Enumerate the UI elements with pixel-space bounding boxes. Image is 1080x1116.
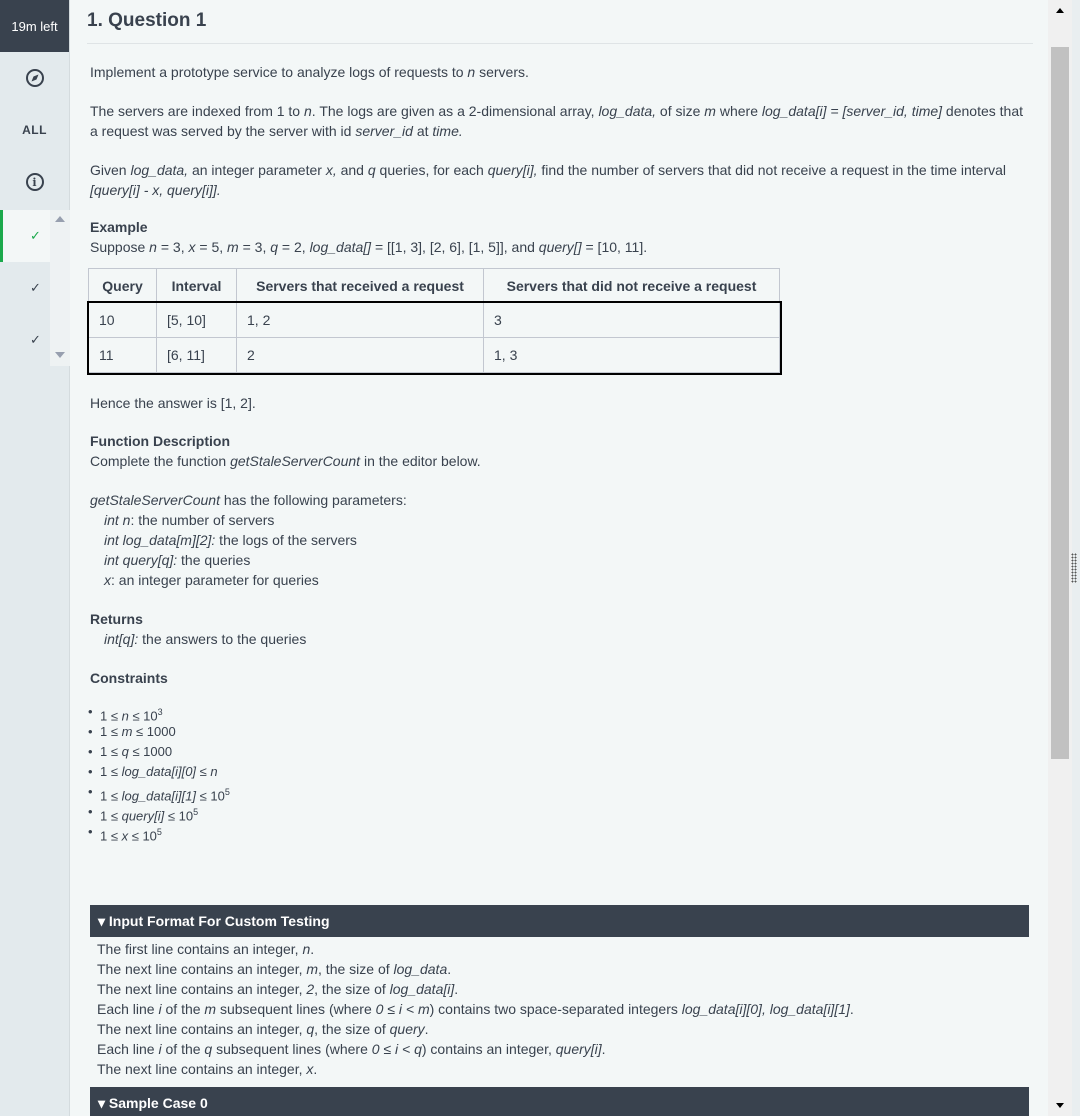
scrollbar-thumb[interactable] (1051, 47, 1069, 759)
table-cell: [6, 11] (157, 338, 237, 373)
check-icon: ✓ (30, 332, 41, 347)
hide-panel-button[interactable] (0, 52, 69, 104)
scroll-up-icon[interactable] (1056, 8, 1064, 13)
table-row (89, 303, 780, 338)
question-list-scrollbar[interactable] (50, 210, 70, 366)
input-format-body (97, 939, 854, 1079)
compass-icon (25, 68, 45, 88)
parameter-item: int n: the number of servers (104, 512, 275, 528)
intro-paragraph: Implement a prototype service to analyze logs of requests to n servers. (90, 64, 529, 80)
question-item-3[interactable] (0, 314, 50, 366)
input-format-line: The next line contains an integer, q, the size of query. (97, 1021, 429, 1037)
table-cell: 11 (89, 338, 157, 373)
scroll-down-icon[interactable] (55, 352, 65, 358)
input-format-line: The next line contains an integer, 2, the size of log_data[i]. (97, 981, 459, 997)
constraints-heading: Constraints (90, 670, 168, 686)
example-heading: Example (90, 219, 148, 235)
function-description-heading: Function Description (90, 433, 230, 449)
parameter-item: x: an integer parameter for queries (104, 572, 319, 588)
question-item-2[interactable] (0, 262, 50, 314)
table-row (89, 338, 780, 373)
constraints-list (90, 702, 1030, 842)
check-icon: ✓ (30, 280, 41, 295)
returns-heading: Returns (90, 611, 143, 627)
page-scrollbar[interactable] (1048, 0, 1072, 1116)
constraint-item: • 1 ≤ log_data[i][1] ≤ $10^5$ (90, 782, 1030, 802)
table-header-row (89, 269, 780, 303)
parameters-intro: getStaleServerCount has the following parameters: (90, 492, 407, 508)
returns-text: int[q]: the answers to the queries (104, 631, 307, 647)
constraint-item: • $1 \le n \le 10^3$ (90, 702, 1030, 722)
constraint-item: • 1 ≤ log_data[i][0] ≤ n (90, 762, 1030, 782)
input-format-line: The first line contains an integer, n. (97, 941, 315, 957)
constraint-item: • 1 ≤ m ≤ 1000 (90, 722, 1030, 742)
table-cell: 1, 2 (237, 303, 484, 338)
table-header: Query (89, 269, 157, 303)
answer-text: Hence the answer is [1, 2]. (90, 395, 256, 411)
function-description-text: Complete the function getStaleServerCount in the editor below. (90, 453, 481, 469)
example-text: Suppose n = 3, x = 5, m = 3, q = 2, log_data[] = [[1, 3], [2, 6], [1, 5]], and query[] = [10, 11]. (90, 239, 648, 255)
scroll-down-icon[interactable] (1056, 1103, 1064, 1108)
parameter-item: int query[q]: the queries (104, 552, 251, 568)
input-format-line: Each line i of the m subsequent lines (where 0 ≤ i < m) contains two space-separated integers log_data[i][0], log_data[i][1]. (97, 1001, 854, 1017)
info-icon: i (26, 173, 44, 191)
task-paragraph: Given log_data, an integer parameter x, and q queries, for each query[i], find the number of servers that did not receive a request in the time interval [query[i] - x, query[i]]. (90, 162, 1006, 198)
timer: 19m left (0, 0, 69, 52)
table-cell: 2 (237, 338, 484, 373)
question-list (0, 210, 70, 366)
all-questions-button[interactable]: ALL (22, 123, 47, 137)
servers-paragraph: The servers are indexed from 1 to n. The logs are given as a 2-dimensional array, log_data, of size m where log_data[i] = [server_id, time] denotes that a request was served by the server with id server_id at time. (90, 103, 1023, 139)
constraint-item: • 1 ≤ q ≤ 1000 (90, 742, 1030, 762)
question-title: 1. Question 1 (87, 10, 207, 31)
table-cell: 10 (89, 303, 157, 338)
table-header: Servers that received a request (237, 269, 484, 303)
question-rail (0, 0, 70, 1116)
constraint-item: • $1 \le x \le 10^5$ (90, 822, 1030, 842)
input-format-line: The next line contains an integer, m, the size of log_data. (97, 961, 452, 977)
input-format-line: The next line contains an integer, x. (97, 1061, 318, 1077)
table-header: Servers that did not receive a request (484, 269, 780, 303)
check-icon: ✓ (30, 228, 41, 243)
input-format-toggle[interactable]: ▾ Input Format For Custom Testing (90, 905, 1029, 937)
table-cell: 3 (484, 303, 780, 338)
table-cell: 1, 3 (484, 338, 780, 373)
sample-case-toggle[interactable]: ▾ Sample Case 0 (90, 1087, 1029, 1116)
constraint-item: • 1 ≤ query[i] ≤ $10^5$ (90, 802, 1030, 822)
parameter-list (90, 510, 1030, 590)
info-button[interactable] (0, 156, 69, 208)
scroll-up-icon[interactable] (55, 216, 65, 222)
example-table (88, 268, 780, 373)
table-cell: [5, 10] (157, 303, 237, 338)
problem-statement (70, 0, 1048, 1116)
question-item-1[interactable] (0, 210, 50, 262)
table-header: Interval (157, 269, 237, 303)
divider (87, 43, 1033, 44)
parameter-item: int log_data[m][2]: the logs of the servers (104, 532, 357, 548)
input-format-line: Each line i of the q subsequent lines (where 0 ≤ i < q) contains an integer, query[i]. (97, 1041, 606, 1057)
resize-grip-icon[interactable] (1071, 553, 1077, 583)
problem-body (90, 62, 1030, 842)
